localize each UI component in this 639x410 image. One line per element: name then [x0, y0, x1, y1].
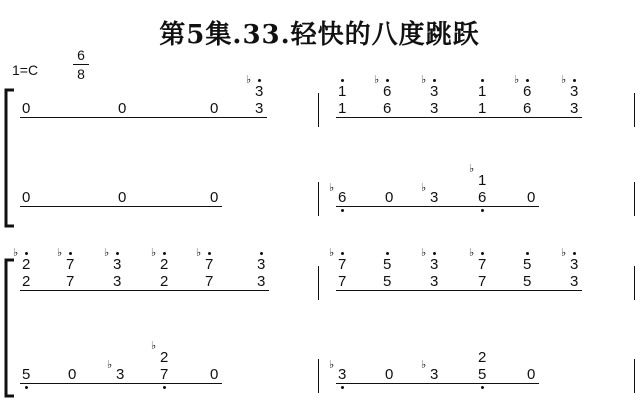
note: 3 — [430, 256, 439, 273]
note: 3 — [116, 366, 125, 383]
flat-sign: ♭ — [151, 340, 157, 352]
flat-sign: ♭ — [469, 247, 475, 259]
note: 0 — [210, 189, 219, 206]
time-signature-denominator: 8 — [77, 66, 85, 82]
flat-sign: ♭ — [421, 359, 427, 371]
octave-dot — [433, 252, 436, 255]
beam — [336, 117, 582, 118]
note: 2 — [478, 349, 487, 366]
note: 5 — [478, 366, 487, 383]
flat-sign: ♭ — [421, 247, 427, 259]
system-1-bracket — [2, 88, 18, 228]
note: 2 — [22, 256, 31, 273]
octave-dot — [163, 252, 166, 255]
note: 1 — [478, 100, 487, 117]
barline — [318, 93, 319, 127]
flat-sign: ♭ — [561, 247, 567, 259]
flat-sign: ♭ — [374, 74, 380, 86]
barline — [634, 266, 635, 300]
beam — [20, 383, 222, 384]
octave-dot — [386, 252, 389, 255]
flat-sign: ♭ — [151, 247, 157, 259]
flat-sign: ♭ — [246, 74, 252, 86]
barline — [318, 266, 319, 300]
barline — [634, 182, 635, 216]
note: 0 — [22, 189, 31, 206]
octave-dot — [433, 79, 436, 82]
octave-dot — [116, 252, 119, 255]
note: 0 — [118, 189, 127, 206]
page-title: 第5集.33.轻快的八度跳跃 — [159, 20, 480, 50]
flat-sign: ♭ — [514, 74, 520, 86]
note: 0 — [527, 189, 536, 206]
octave-dot — [260, 252, 263, 255]
beam — [336, 290, 582, 291]
octave-dot — [573, 79, 576, 82]
flat-sign: ♭ — [469, 163, 475, 175]
note: 7 — [478, 273, 487, 290]
note: 0 — [527, 366, 536, 383]
flat-sign: ♭ — [421, 74, 427, 86]
note: 6 — [478, 189, 487, 206]
note: 7 — [205, 256, 214, 273]
octave-dot — [341, 386, 344, 389]
note: 2 — [160, 256, 169, 273]
note: 2 — [22, 273, 31, 290]
octave-dot — [163, 386, 166, 389]
note: 5 — [383, 256, 392, 273]
octave-dot — [208, 252, 211, 255]
note: 3 — [113, 273, 122, 290]
barline — [634, 359, 635, 393]
note: 3 — [430, 189, 439, 206]
note: 3 — [255, 100, 264, 117]
octave-dot — [25, 386, 28, 389]
note: 7 — [478, 256, 487, 273]
note: 0 — [22, 100, 31, 117]
note: 5 — [523, 256, 532, 273]
note: 7 — [160, 366, 169, 383]
octave-dot — [341, 209, 344, 212]
octave-dot — [258, 79, 261, 82]
flat-sign: ♭ — [196, 247, 202, 259]
note: 7 — [338, 273, 347, 290]
barline — [318, 182, 319, 216]
note: 3 — [430, 100, 439, 117]
note: 5 — [523, 273, 532, 290]
beam — [336, 206, 539, 207]
flat-sign: ♭ — [57, 247, 63, 259]
note: 6 — [523, 100, 532, 117]
note: 0 — [210, 366, 219, 383]
note: 3 — [338, 366, 347, 383]
octave-dot — [481, 252, 484, 255]
note: 3 — [113, 256, 122, 273]
flat-sign: ♭ — [561, 74, 567, 86]
flat-sign: ♭ — [329, 247, 335, 259]
note: 3 — [570, 100, 579, 117]
note: 1 — [338, 100, 347, 117]
barline — [634, 93, 635, 127]
note: 0 — [118, 100, 127, 117]
note: 3 — [570, 83, 579, 100]
flat-sign: ♭ — [13, 247, 19, 259]
flat-sign: ♭ — [107, 359, 113, 371]
octave-dot — [341, 252, 344, 255]
octave-dot — [481, 386, 484, 389]
note: 1 — [338, 83, 347, 100]
note: 6 — [523, 83, 532, 100]
octave-dot — [481, 79, 484, 82]
beam — [20, 290, 269, 291]
flat-sign: ♭ — [329, 359, 335, 371]
octave-dot — [526, 252, 529, 255]
key-signature: 1=C — [12, 62, 39, 78]
octave-dot — [341, 79, 344, 82]
note: 0 — [68, 366, 77, 383]
flat-sign: ♭ — [104, 247, 110, 259]
time-signature — [74, 46, 88, 83]
flat-sign: ♭ — [421, 182, 427, 194]
note: 3 — [430, 273, 439, 290]
octave-dot — [386, 79, 389, 82]
octave-dot — [481, 209, 484, 212]
beam — [20, 206, 222, 207]
time-signature-numerator: 6 — [77, 47, 85, 63]
flat-sign: ♭ — [329, 182, 335, 194]
system-2-bracket — [2, 258, 18, 398]
note: 7 — [66, 256, 75, 273]
note: 1 — [478, 172, 487, 189]
note: 6 — [383, 100, 392, 117]
note: 7 — [205, 273, 214, 290]
note: 0 — [385, 366, 394, 383]
note: 2 — [160, 273, 169, 290]
note: 3 — [257, 256, 266, 273]
note: 3 — [255, 83, 264, 100]
note: 6 — [383, 83, 392, 100]
note: 0 — [210, 100, 219, 117]
note: 6 — [338, 189, 347, 206]
note: 3 — [430, 366, 439, 383]
note: 3 — [430, 83, 439, 100]
beam — [336, 383, 539, 384]
note: 7 — [66, 273, 75, 290]
note: 7 — [338, 256, 347, 273]
note: 2 — [160, 349, 169, 366]
octave-dot — [526, 79, 529, 82]
octave-dot — [69, 252, 72, 255]
octave-dot — [25, 252, 28, 255]
barline — [318, 359, 319, 393]
note: 3 — [257, 273, 266, 290]
note: 3 — [570, 256, 579, 273]
note: 0 — [385, 189, 394, 206]
octave-dot — [573, 252, 576, 255]
note: 5 — [383, 273, 392, 290]
note: 3 — [570, 273, 579, 290]
beam — [20, 117, 267, 118]
note: 1 — [478, 83, 487, 100]
note: 5 — [22, 366, 31, 383]
